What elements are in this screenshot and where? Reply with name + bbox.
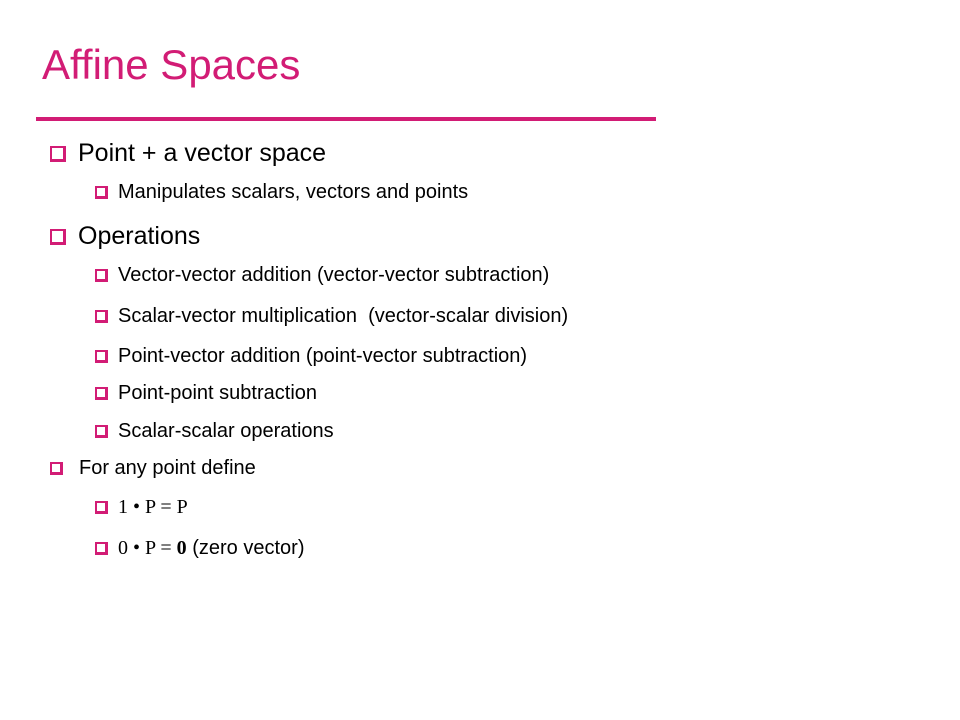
bullet-text: For any point define xyxy=(79,457,256,479)
bullet-text: Scalar-scalar operations xyxy=(118,420,334,442)
bullet-formula: 1 • P = P xyxy=(118,496,188,518)
sub-bullet-item xyxy=(95,345,527,368)
square-bullet-icon xyxy=(95,350,108,363)
sub-bullet-item xyxy=(95,181,468,204)
square-bullet-icon xyxy=(50,146,66,162)
bullet-text: Point + a vector space xyxy=(78,139,327,167)
sub-bullet-item xyxy=(95,305,568,328)
bullet-text: Point-vector addition (point-vector subtraction) xyxy=(118,345,528,367)
bullet-formula: 0 • P = xyxy=(118,537,177,559)
sub-bullet-item xyxy=(95,382,317,405)
square-bullet-icon xyxy=(50,229,66,245)
bullet-item xyxy=(50,222,200,251)
square-bullet-icon xyxy=(95,310,108,323)
sub-bullet-item xyxy=(95,537,304,560)
square-bullet-icon xyxy=(50,462,63,475)
square-bullet-icon xyxy=(95,186,108,199)
square-bullet-icon xyxy=(95,542,108,555)
square-bullet-icon xyxy=(95,501,108,514)
zero-vector-symbol: 0 xyxy=(176,537,187,559)
sub-bullet-item xyxy=(95,264,549,287)
square-bullet-icon xyxy=(95,425,108,438)
sub-bullet-item xyxy=(95,420,334,443)
bullet-text: Vector-vector addition (vector-vector subtraction) xyxy=(118,264,550,286)
square-bullet-icon xyxy=(95,269,108,282)
bullet-text: Manipulates scalars, vectors and points xyxy=(118,181,469,203)
title-underline xyxy=(36,117,656,121)
bullet-item xyxy=(50,139,326,168)
bullet-text: Point-point subtraction xyxy=(118,382,318,404)
bullet-text: (zero vector) xyxy=(186,537,305,559)
slide-title: Affine Spaces xyxy=(42,41,301,88)
bullet-text: Scalar-vector multiplication (vector-scalar division) xyxy=(118,305,569,327)
sub-bullet-item xyxy=(95,496,188,519)
bullet-item xyxy=(50,457,256,480)
square-bullet-icon xyxy=(95,387,108,400)
bullet-text: Operations xyxy=(78,222,201,250)
